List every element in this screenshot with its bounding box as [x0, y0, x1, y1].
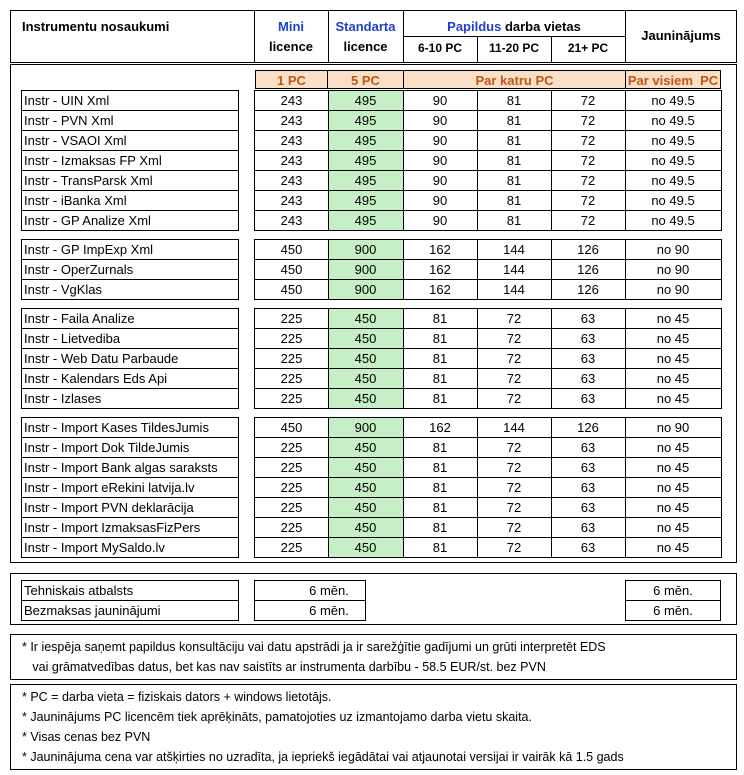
price-std: 495	[354, 133, 377, 148]
price-c: 72	[580, 213, 596, 228]
instrument-name: Instr - UIN Xml	[24, 93, 110, 108]
price-std: 495	[354, 113, 377, 128]
price-a: 81	[432, 440, 448, 455]
price-c: 63	[580, 520, 596, 535]
note2-line4: * Jauninājuma cena var atšķirties no uzradīta, ja iepriekš iegādātai vai atjaunotai versijai ir vairāk kā 1.5 gads	[22, 750, 624, 764]
price-upd: no 45	[656, 311, 690, 326]
instrument-name: Instr - GP Analize Xml	[24, 213, 151, 228]
instrument-name: Instr - Import IzmaksasFizPers	[24, 520, 201, 535]
price-upd: no 49.5	[651, 173, 695, 188]
price-b: 81	[506, 133, 522, 148]
price-upd: no 90	[656, 282, 690, 297]
instrument-name: Instr - Import eRekini latvija.lv	[24, 480, 195, 495]
price-c: 126	[577, 262, 599, 277]
price-std: 450	[354, 371, 377, 386]
price-b: 81	[506, 113, 522, 128]
instrument-name: Instr - Kalendars Eds Api	[24, 371, 168, 386]
price-b: 144	[503, 282, 525, 297]
subheader-1pc: 1 PC	[255, 70, 328, 89]
header-mini: Mini	[278, 19, 304, 34]
support-licence-period: 6 mēn.	[309, 603, 349, 618]
price-mini: 225	[280, 460, 303, 475]
price-b: 72	[506, 460, 522, 475]
price-b: 81	[506, 213, 522, 228]
header-papildus-word: Papildus	[447, 19, 502, 34]
support-name: Tehniskais atbalsts	[24, 583, 134, 598]
price-c: 72	[580, 93, 596, 108]
price-upd: no 45	[656, 391, 690, 406]
price-a: 81	[432, 540, 448, 555]
price-mini: 225	[280, 520, 303, 535]
price-b: 81	[506, 93, 522, 108]
price-mini: 243	[280, 113, 303, 128]
price-upd: no 49.5	[651, 213, 695, 228]
price-a: 162	[429, 420, 451, 435]
price-upd: no 45	[656, 480, 690, 495]
price-a: 162	[429, 242, 451, 257]
price-a: 81	[432, 520, 448, 535]
price-b: 144	[503, 242, 525, 257]
support-update-period: 6 mēn.	[653, 603, 693, 618]
price-a: 90	[432, 133, 448, 148]
price-a: 81	[432, 391, 448, 406]
price-a: 81	[432, 460, 448, 475]
price-std: 450	[354, 331, 377, 346]
price-std: 450	[354, 480, 377, 495]
price-upd: no 49.5	[651, 153, 695, 168]
price-c: 63	[580, 480, 596, 495]
instrument-name: Instr - OperZurnals	[24, 262, 134, 277]
instrument-name: Instr - Import PVN deklarācija	[24, 500, 194, 515]
price-b: 72	[506, 540, 522, 555]
price-mini: 225	[280, 391, 303, 406]
price-c: 72	[580, 133, 596, 148]
price-upd: no 90	[656, 262, 690, 277]
instrument-name: Instr - Import Kases TildesJumis	[24, 420, 209, 435]
price-upd: no 49.5	[651, 113, 695, 128]
price-c: 63	[580, 540, 596, 555]
price-c: 72	[580, 113, 596, 128]
price-c: 63	[580, 311, 596, 326]
price-std: 450	[354, 460, 377, 475]
price-upd: no 90	[656, 420, 690, 435]
header-papildus	[403, 17, 625, 37]
price-b: 81	[506, 193, 522, 208]
price-mini: 243	[280, 173, 303, 188]
note1-line1: * Ir iespēja saņemt papildus konsultāciju vai datu apstrādi ja ir sarežģītie gadījumi un grūti interpretēt EDS	[22, 640, 606, 654]
price-mini: 225	[280, 351, 303, 366]
price-a: 90	[432, 93, 448, 108]
price-upd: no 45	[656, 371, 690, 386]
instrument-name: Instr - VgKlas	[24, 282, 103, 297]
price-std: 450	[354, 391, 377, 406]
price-c: 63	[580, 460, 596, 475]
note2-line3: * Visas cenas bez PVN	[22, 730, 151, 744]
header-mini-licence: licence	[268, 39, 314, 54]
note2-line2: * Jauninājums PC licencēm tiek aprēķināts, pamatojoties uz izmantojamo darba vietu skaita.	[22, 710, 532, 724]
price-mini: 225	[280, 311, 303, 326]
price-a: 90	[432, 213, 448, 228]
price-std: 495	[354, 153, 377, 168]
price-mini: 450	[280, 242, 303, 257]
price-upd: no 45	[656, 351, 690, 366]
price-upd: no 45	[656, 500, 690, 515]
instrument-name: Instr - Izlases	[24, 391, 102, 406]
subheader-all-pc: Par visiem PC	[625, 70, 721, 89]
price-c: 126	[577, 282, 599, 297]
price-mini: 225	[280, 331, 303, 346]
price-std: 900	[354, 282, 377, 297]
note2-line1: * PC = darba vieta = fiziskais dators + windows lietotājs.	[22, 690, 332, 704]
price-c: 72	[580, 193, 596, 208]
price-a: 90	[432, 153, 448, 168]
price-std: 450	[354, 500, 377, 515]
price-b: 72	[506, 480, 522, 495]
price-mini: 225	[280, 371, 303, 386]
price-c: 72	[580, 153, 596, 168]
price-b: 72	[506, 440, 522, 455]
price-mini: 243	[280, 213, 303, 228]
price-c: 63	[580, 391, 596, 406]
price-c: 63	[580, 500, 596, 515]
header-6-10: 6-10 PC	[417, 41, 463, 55]
instrument-name: Instr - iBanka Xml	[24, 193, 127, 208]
note1-line2: vai grāmatvedības datus, bet kas nav saistīts ar instrumenta darbību - 58.5 EUR/st. bez PVN	[22, 660, 546, 674]
price-c: 72	[580, 173, 596, 188]
price-a: 81	[432, 371, 448, 386]
instrument-name: Instr - Import Bank algas saraksts	[24, 460, 218, 475]
price-b: 72	[506, 500, 522, 515]
price-b: 144	[503, 420, 525, 435]
price-upd: no 49.5	[651, 93, 695, 108]
instrument-name: Instr - Lietvediba	[24, 331, 121, 346]
header-title: Instrumentu nosaukumi	[22, 19, 170, 34]
header-standarta-licence: licence	[343, 39, 388, 54]
price-b: 72	[506, 520, 522, 535]
price-a: 90	[432, 173, 448, 188]
price-mini: 243	[280, 133, 303, 148]
header-update: Jauninājums	[641, 28, 721, 43]
instrument-name: Instr - Import Dok TildeJumis	[24, 440, 190, 455]
header-21: 21+ PC	[567, 41, 609, 55]
header-11-20: 11-20 PC	[488, 41, 540, 55]
price-upd: no 45	[656, 440, 690, 455]
price-std: 900	[354, 242, 377, 257]
price-c: 63	[580, 351, 596, 366]
price-c: 63	[580, 331, 596, 346]
price-mini: 225	[280, 440, 303, 455]
price-upd: no 90	[656, 242, 690, 257]
instrument-name: Instr - Import MySaldo.lv	[24, 540, 165, 555]
price-c: 63	[580, 440, 596, 455]
instrument-name: Instr - Izmaksas FP Xml	[24, 153, 162, 168]
header-papildus-rest: darba vietas	[501, 19, 581, 34]
support-update-period: 6 mēn.	[653, 583, 693, 598]
price-mini: 225	[280, 480, 303, 495]
instrument-name: Instr - TransParsk Xml	[24, 173, 153, 188]
price-std: 495	[354, 173, 377, 188]
price-mini: 243	[280, 153, 303, 168]
price-std: 450	[354, 351, 377, 366]
price-b: 72	[506, 391, 522, 406]
price-c: 63	[580, 371, 596, 386]
instrument-name: Instr - GP ImpExp Xml	[24, 242, 154, 257]
price-upd: no 49.5	[651, 193, 695, 208]
price-std: 450	[354, 440, 377, 455]
price-std: 450	[354, 311, 377, 326]
price-mini: 243	[280, 193, 303, 208]
subheader-per-pc: Par katru PC	[403, 70, 626, 89]
price-b: 72	[506, 371, 522, 386]
price-mini: 450	[280, 420, 303, 435]
price-c: 126	[577, 420, 599, 435]
price-a: 162	[429, 262, 451, 277]
price-mini: 450	[280, 282, 303, 297]
price-a: 81	[432, 311, 448, 326]
price-std: 450	[354, 520, 377, 535]
price-std: 900	[354, 420, 377, 435]
price-std: 900	[354, 262, 377, 277]
price-a: 90	[432, 113, 448, 128]
price-mini: 225	[280, 500, 303, 515]
support-name: Bezmaksas jauninājumi	[24, 603, 161, 618]
instrument-name: Instr - Faila Analize	[24, 311, 135, 326]
price-b: 72	[506, 351, 522, 366]
price-b: 144	[503, 262, 525, 277]
price-std: 495	[354, 193, 377, 208]
subheader-5pc: 5 PC	[327, 70, 404, 89]
price-a: 81	[432, 351, 448, 366]
price-mini: 225	[280, 540, 303, 555]
price-upd: no 45	[656, 520, 690, 535]
price-c: 126	[577, 242, 599, 257]
instrument-name: Instr - VSAOI Xml	[24, 133, 127, 148]
instrument-name: Instr - Web Datu Parbaude	[24, 351, 179, 366]
price-a: 162	[429, 282, 451, 297]
price-upd: no 49.5	[651, 133, 695, 148]
price-upd: no 45	[656, 331, 690, 346]
price-std: 495	[354, 93, 377, 108]
header-standarta: Standarta	[335, 19, 396, 34]
price-b: 81	[506, 153, 522, 168]
price-a: 90	[432, 193, 448, 208]
price-mini: 450	[280, 262, 303, 277]
price-upd: no 45	[656, 460, 690, 475]
price-std: 450	[354, 540, 377, 555]
instrument-name: Instr - PVN Xml	[24, 113, 114, 128]
price-upd: no 45	[656, 540, 690, 555]
support-licence-period: 6 mēn.	[309, 583, 349, 598]
price-a: 81	[432, 480, 448, 495]
price-a: 81	[432, 331, 448, 346]
price-b: 81	[506, 173, 522, 188]
price-a: 81	[432, 500, 448, 515]
price-b: 72	[506, 331, 522, 346]
price-b: 72	[506, 311, 522, 326]
price-std: 495	[354, 213, 377, 228]
price-mini: 243	[280, 93, 303, 108]
